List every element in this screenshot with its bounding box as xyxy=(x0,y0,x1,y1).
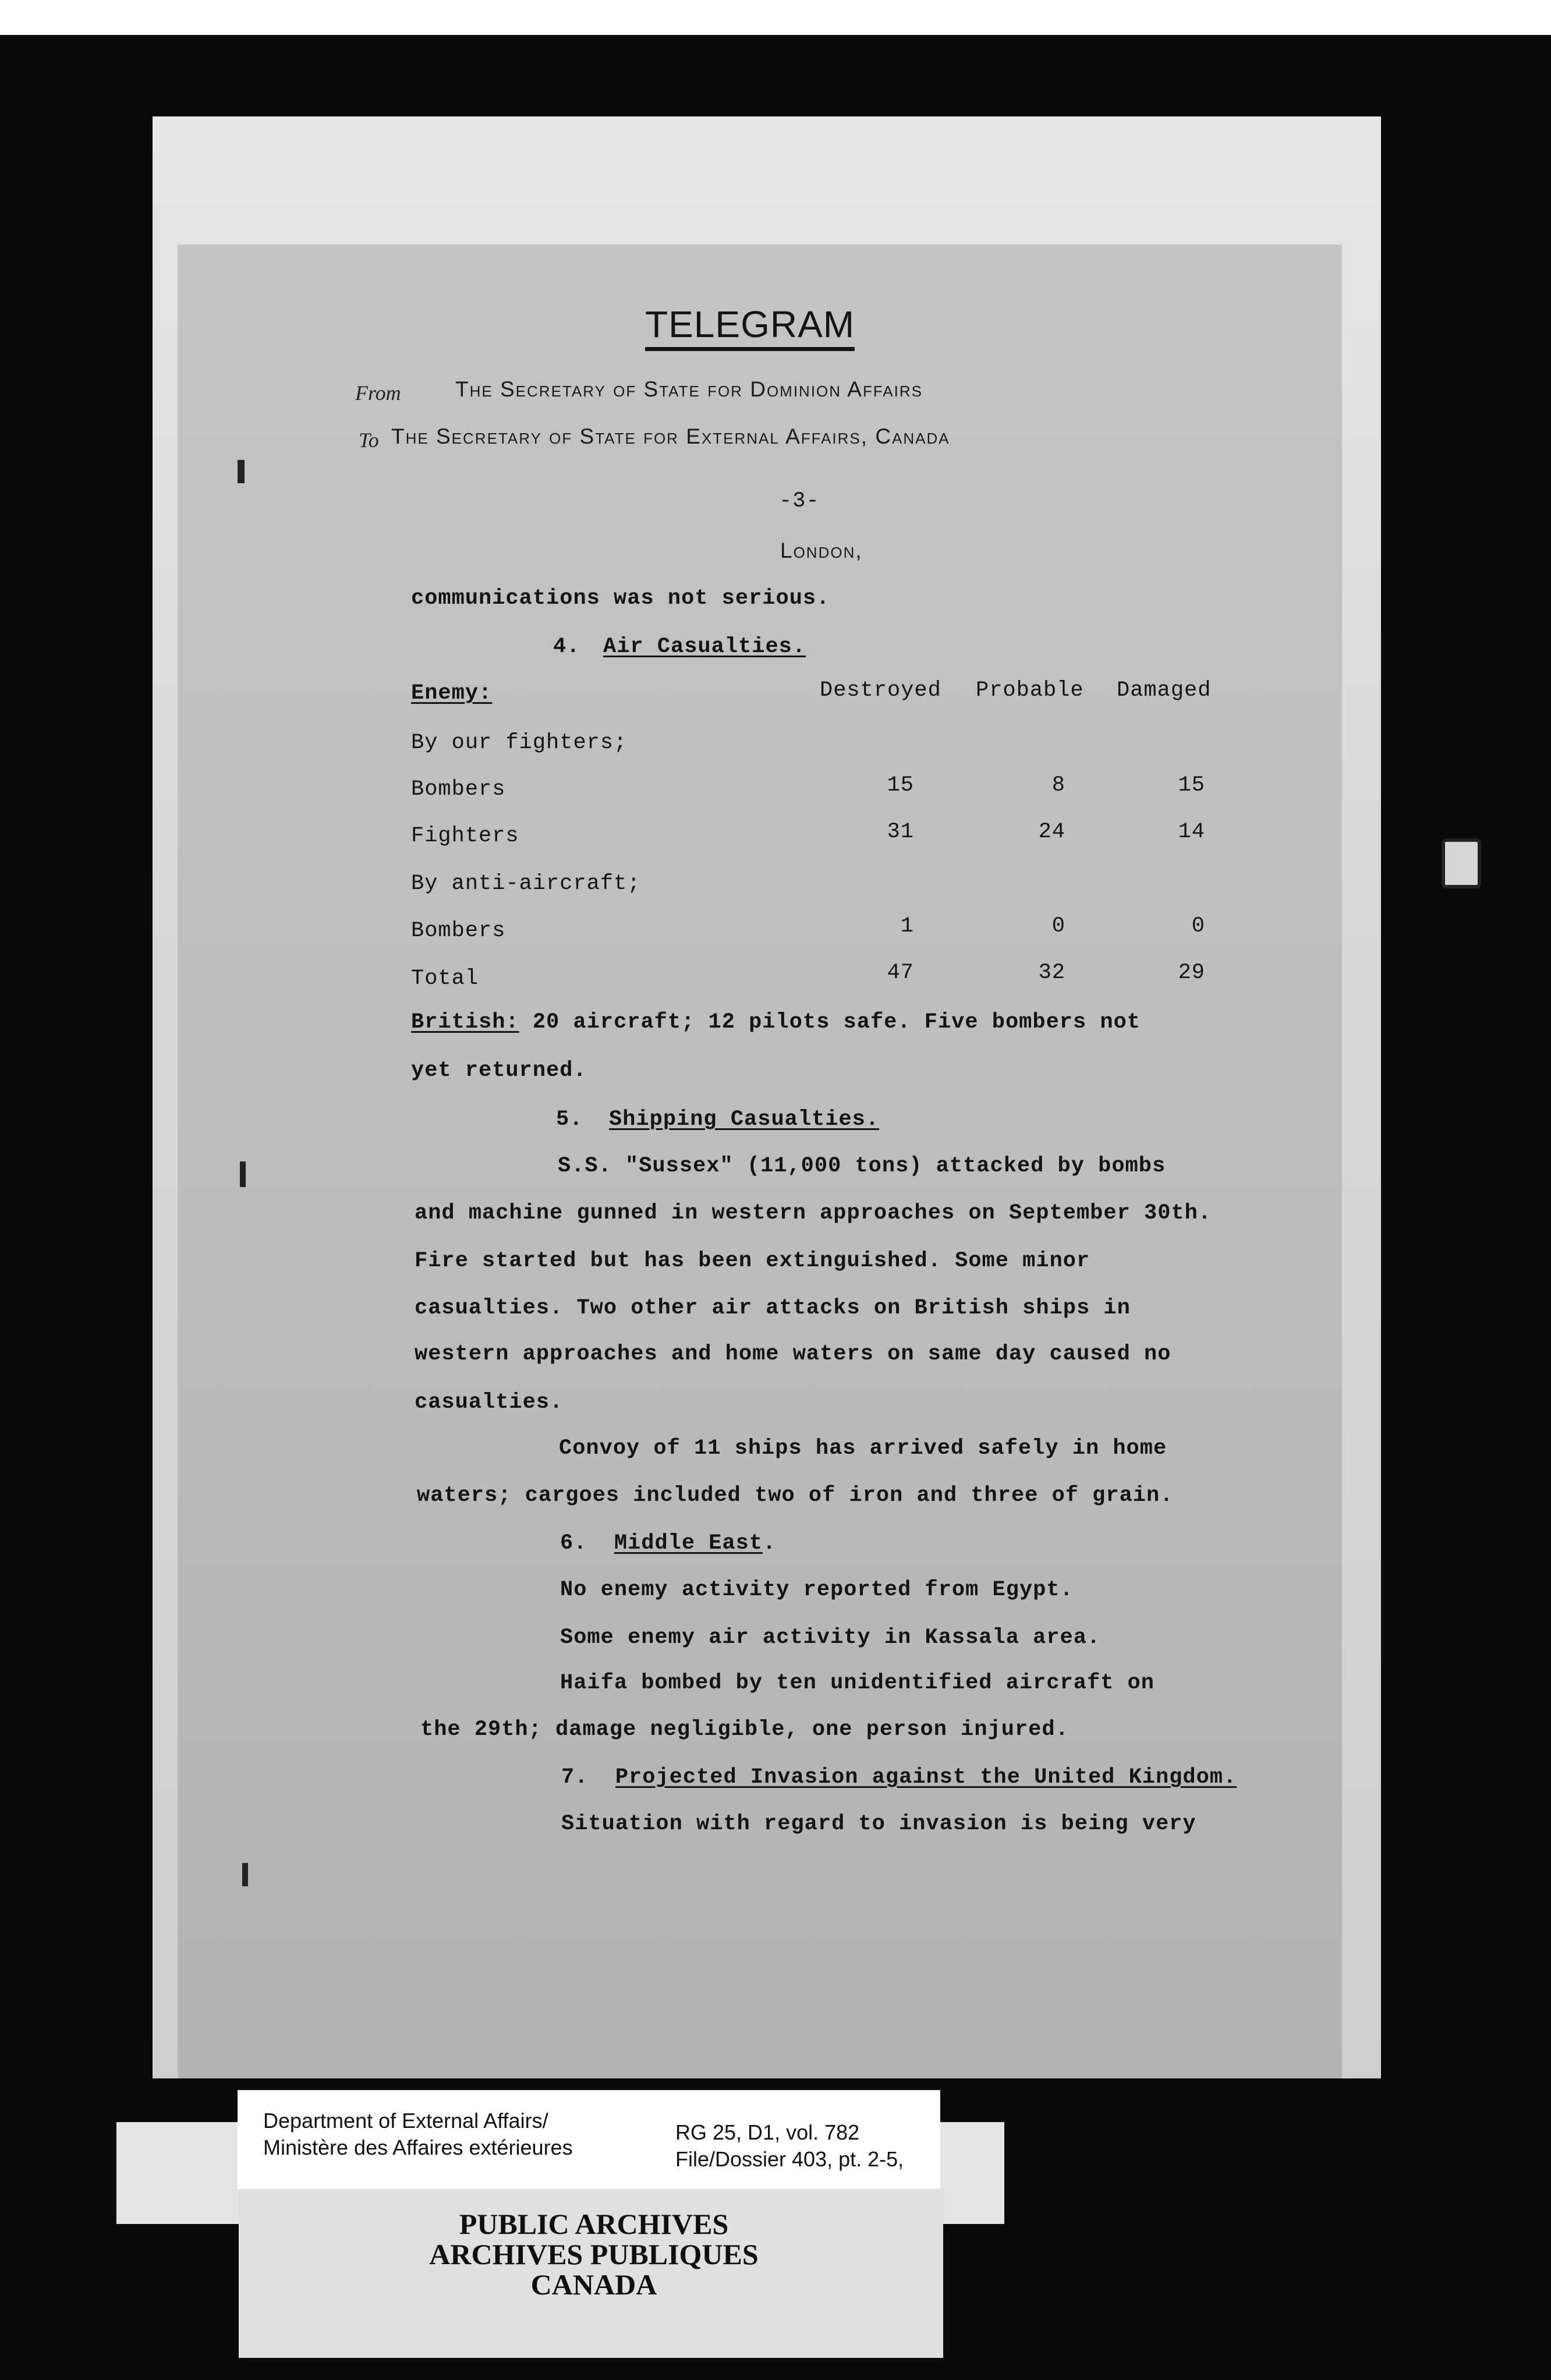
body-line: Fire started but has been extinguished. Some minor xyxy=(415,1249,1090,1273)
body-line: Some enemy air activity in Kassala area. xyxy=(560,1625,1101,1650)
cell-damaged: 15 xyxy=(1178,773,1205,798)
to-recipient: The Secretary of State for External Affairs, Canada xyxy=(391,424,950,448)
column-destroyed: Destroyed xyxy=(820,678,941,703)
body-line: No enemy activity reported from Egypt. xyxy=(560,1578,1074,1602)
cell-damaged: 14 xyxy=(1178,820,1205,844)
cell-destroyed: 1 xyxy=(900,914,914,938)
section-4-title: Air Casualties. xyxy=(603,635,806,659)
column-probable: Probable xyxy=(976,678,1084,703)
body-line: Convoy of 11 ships has arrived safely in home xyxy=(559,1436,1167,1461)
section-6-title: Middle East xyxy=(614,1531,763,1556)
file-dossier-reference: File/Dossier 403, pt. 2-5, xyxy=(675,2147,904,2171)
body-line: western approaches and home waters on same day caused no xyxy=(415,1342,1171,1366)
section-4-number: 4. xyxy=(553,635,580,659)
cell-damaged: 0 xyxy=(1191,914,1205,938)
body-line: S.S. "Sussex" (11,000 tons) attacked by bombs xyxy=(558,1154,1166,1178)
department-english: Department of External Affairs/ xyxy=(263,2109,548,2133)
punch-hole xyxy=(1442,838,1481,888)
from-sender: The Secretary of State for Dominion Affairs xyxy=(455,377,923,401)
subheading-fighters: By our fighters; xyxy=(411,731,628,755)
section-7-title: Projected Invasion against the United Kingdom. xyxy=(615,1765,1237,1790)
section-7-heading xyxy=(561,1765,1237,1790)
subheading-antiaircraft: By anti-aircraft; xyxy=(411,872,641,896)
binder-mark-bottom xyxy=(242,1863,248,1886)
body-line: the 29th; damage negligible, one person injured. xyxy=(420,1717,1069,1742)
to-label: To xyxy=(359,428,379,452)
body-line: communications was not serious. xyxy=(411,586,830,611)
telegram-title: TELEGRAM xyxy=(645,303,855,351)
archives-stamp-line-2: ARCHIVES PUBLIQUES xyxy=(429,2238,759,2271)
body-line: casualties. Two other air attacks on British ships in xyxy=(415,1296,1131,1320)
british-text: 20 aircraft; 12 pilots safe. Five bombers not xyxy=(519,1010,1141,1035)
page-number: -3- xyxy=(779,489,820,513)
section-6-number: 6. xyxy=(560,1531,587,1556)
cell-probable: 0 xyxy=(1051,914,1065,938)
row-label: Total xyxy=(411,966,479,991)
row-label: Fighters xyxy=(411,824,519,848)
from-label: From xyxy=(355,381,401,405)
cell-destroyed: 15 xyxy=(887,773,914,798)
cell-probable: 8 xyxy=(1051,773,1065,798)
department-french: Ministère des Affaires extérieures xyxy=(263,2135,573,2159)
enemy-label: Enemy: xyxy=(411,681,493,706)
row-label: Bombers xyxy=(411,777,506,802)
section-6-dot: . xyxy=(763,1531,777,1556)
section-7-number: 7. xyxy=(561,1765,589,1790)
section-5-title: Shipping Casualties. xyxy=(609,1107,880,1132)
section-6-heading xyxy=(560,1531,776,1556)
binder-mark-top xyxy=(238,460,245,483)
british-casualties-line xyxy=(411,1010,1141,1035)
body-line: waters; cargoes included two of iron and three of grain. xyxy=(417,1483,1174,1508)
cell-destroyed: 31 xyxy=(887,820,914,844)
body-line: Situation with regard to invasion is being very xyxy=(561,1812,1196,1836)
record-group-reference: RG 25, D1, vol. 782 xyxy=(675,2120,860,2144)
cell-probable: 24 xyxy=(1038,820,1065,844)
archives-stamp-line-3: CANADA xyxy=(530,2268,657,2301)
place-of-origin: London, xyxy=(780,539,863,562)
british-label: British: xyxy=(411,1010,519,1035)
column-damaged: Damaged xyxy=(1117,678,1212,703)
binder-mark-middle xyxy=(240,1161,246,1187)
scan-top-border xyxy=(0,0,1551,35)
section-5-number: 5. xyxy=(556,1107,583,1132)
body-line: Haifa bombed by ten unidentified aircraft on xyxy=(560,1671,1155,1695)
cell-probable: 32 xyxy=(1038,961,1065,985)
body-line: and machine gunned in western approaches on September 30th. xyxy=(415,1201,1212,1226)
cell-damaged: 29 xyxy=(1178,961,1205,985)
body-line: casualties. xyxy=(415,1390,564,1415)
row-label: Bombers xyxy=(411,919,506,943)
cell-destroyed: 47 xyxy=(887,961,914,985)
archives-stamp-line-1: PUBLIC ARCHIVES xyxy=(459,2208,729,2240)
body-line: yet returned. xyxy=(411,1058,587,1083)
